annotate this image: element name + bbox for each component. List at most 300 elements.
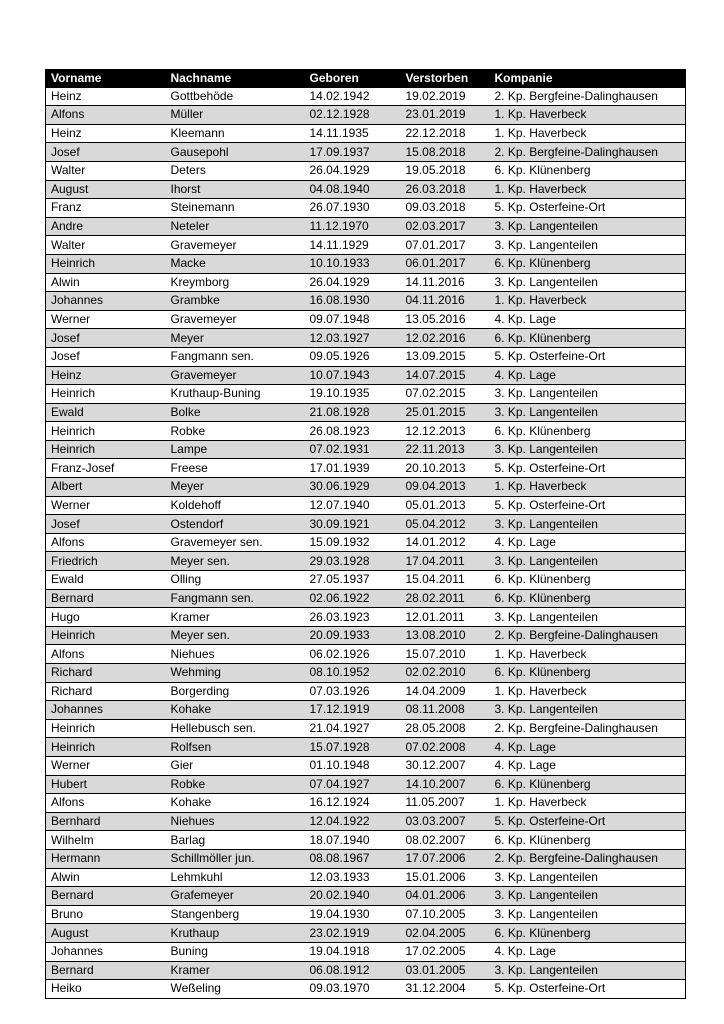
cell-vorname: Heinrich — [51, 721, 96, 736]
cell-vorname: Alwin — [51, 274, 80, 289]
cell-geboren: 26.04.1929 — [309, 274, 370, 289]
cell-verstorben: 07.10.2005 — [405, 907, 466, 922]
cell-nachname: Buning — [170, 944, 208, 959]
cell-kompanie: 5. Kp. Osterfeine-Ort — [494, 814, 606, 829]
cell-geboren: 07.02.1931 — [309, 442, 370, 457]
cell-geboren: 04.08.1940 — [309, 181, 370, 196]
cell-vorname: Walter — [51, 163, 86, 178]
table-row — [46, 775, 686, 794]
cell-kompanie: 4. Kp. Lage — [494, 535, 556, 550]
cell-nachname: Meyer sen. — [170, 553, 230, 568]
table-row — [46, 961, 686, 980]
table-body — [46, 88, 686, 999]
cell-kompanie: 6. Kp. Klünenberg — [494, 163, 591, 178]
cell-nachname: Müller — [170, 107, 204, 122]
cell-kompanie: 1. Kp. Haverbeck — [494, 126, 587, 141]
cell-geboren: 21.04.1927 — [309, 721, 370, 736]
cell-nachname: Schillmöller jun. — [170, 851, 255, 866]
cell-vorname: Josef — [51, 330, 80, 345]
table-row — [46, 385, 686, 404]
cell-verstorben: 14.11.2016 — [405, 274, 465, 289]
table-row — [46, 106, 686, 125]
cell-kompanie: 3. Kp. Langenteilen — [494, 888, 598, 903]
cell-verstorben: 02.02.2010 — [405, 665, 466, 680]
cell-geboren: 02.06.1922 — [309, 590, 370, 605]
cell-geboren: 09.05.1926 — [309, 349, 370, 364]
cell-geboren: 29.03.1928 — [309, 553, 370, 568]
cell-geboren: 12.03.1933 — [309, 869, 370, 884]
cell-geboren: 11.12.1970 — [309, 219, 369, 234]
cell-verstorben: 31.12.2004 — [405, 981, 466, 996]
cell-verstorben: 26.03.2018 — [405, 181, 466, 196]
cell-kompanie: 2. Kp. Bergfeine-Dalinghausen — [494, 628, 658, 643]
table-row — [46, 366, 686, 385]
cell-vorname: Hermann — [51, 851, 101, 866]
table-row — [46, 403, 686, 422]
cell-verstorben: 06.01.2017 — [405, 256, 466, 271]
table-row — [46, 310, 686, 329]
cell-geboren: 30.06.1929 — [309, 479, 370, 494]
cell-vorname: Alfons — [51, 646, 85, 661]
table-row — [46, 756, 686, 775]
table-row — [46, 88, 686, 106]
cell-nachname: Gier — [170, 758, 194, 773]
cell-geboren: 09.03.1970 — [309, 981, 370, 996]
cell-geboren: 14.11.1935 — [309, 126, 369, 141]
table-header-row — [46, 70, 686, 88]
table-row — [46, 552, 686, 571]
table-row — [46, 942, 686, 961]
cell-nachname: Robke — [170, 423, 206, 438]
cell-nachname: Kruthaup — [170, 925, 220, 940]
cell-geboren: 26.04.1929 — [309, 163, 370, 178]
cell-geboren: 02.12.1928 — [309, 107, 370, 122]
cell-vorname: Friedrich — [51, 553, 98, 568]
cell-geboren: 06.08.1912 — [309, 962, 370, 977]
cell-verstorben: 05.04.2012 — [405, 516, 466, 531]
cell-verstorben: 15.07.2010 — [405, 646, 466, 661]
cell-vorname: Heinrich — [51, 442, 96, 457]
cell-verstorben: 08.02.2007 — [405, 832, 466, 847]
cell-vorname: Alfons — [51, 795, 85, 810]
cell-vorname: Richard — [51, 683, 93, 698]
table-row — [46, 812, 686, 831]
cell-nachname: Grambke — [170, 293, 220, 308]
cell-nachname: Gravemeyer sen. — [170, 535, 263, 550]
table-row — [46, 180, 686, 199]
cell-verstorben: 19.02.2019 — [405, 88, 466, 103]
header-vorname: Vorname — [51, 71, 102, 86]
cell-nachname: Kruthaup-Buning — [170, 386, 261, 401]
cell-kompanie: 6. Kp. Klünenberg — [494, 665, 591, 680]
cell-geboren: 20.09.1933 — [309, 628, 370, 643]
cell-nachname: Robke — [170, 776, 206, 791]
cell-verstorben: 28.02.2011 — [405, 590, 465, 605]
cell-verstorben: 25.01.2015 — [405, 404, 466, 419]
cell-nachname: Freese — [170, 460, 208, 475]
table-row — [46, 664, 686, 683]
cell-verstorben: 13.09.2015 — [405, 349, 466, 364]
table-row — [46, 719, 686, 738]
cell-geboren: 26.08.1923 — [309, 423, 370, 438]
cell-nachname: Hellebusch sen. — [170, 721, 256, 736]
cell-verstorben: 13.05.2016 — [405, 312, 466, 327]
cell-vorname: Bruno — [51, 907, 84, 922]
cell-kompanie: 3. Kp. Langenteilen — [494, 219, 598, 234]
cell-nachname: Gravemeyer — [170, 312, 237, 327]
cell-kompanie: 2. Kp. Bergfeine-Dalinghausen — [494, 721, 658, 736]
cell-nachname: Koldehoff — [170, 497, 221, 512]
cell-verstorben: 07.01.2017 — [405, 237, 466, 252]
cell-geboren: 10.07.1943 — [309, 367, 370, 382]
cell-kompanie: 3. Kp. Langenteilen — [494, 516, 598, 531]
cell-nachname: Gravemeyer — [170, 237, 237, 252]
cell-verstorben: 12.01.2011 — [405, 609, 465, 624]
cell-geboren: 07.04.1927 — [309, 776, 370, 791]
cell-nachname: Ostendorf — [170, 516, 224, 531]
cell-geboren: 21.08.1928 — [309, 404, 370, 419]
cell-vorname: Johannes — [51, 702, 104, 717]
cell-nachname: Kohake — [170, 795, 212, 810]
cell-vorname: August — [51, 181, 89, 196]
cell-nachname: Meyer — [170, 479, 204, 494]
cell-nachname: Kreymborg — [170, 274, 230, 289]
cell-kompanie: 5. Kp. Osterfeine-Ort — [494, 200, 606, 215]
table-row — [46, 533, 686, 552]
cell-vorname: Heinrich — [51, 628, 96, 643]
cell-kompanie: 3. Kp. Langenteilen — [494, 274, 598, 289]
cell-vorname: Andre — [51, 219, 84, 234]
cell-verstorben: 05.01.2013 — [405, 497, 466, 512]
cell-kompanie: 4. Kp. Lage — [494, 367, 556, 382]
cell-geboren: 16.08.1930 — [309, 293, 370, 308]
cell-kompanie: 3. Kp. Langenteilen — [494, 702, 598, 717]
cell-verstorben: 12.02.2016 — [405, 330, 466, 345]
table-row — [46, 682, 686, 701]
cell-verstorben: 08.11.2008 — [405, 702, 465, 717]
cell-kompanie: 4. Kp. Lage — [494, 312, 556, 327]
cell-vorname: Bernhard — [51, 814, 101, 829]
cell-verstorben: 03.03.2007 — [405, 814, 466, 829]
cell-vorname: Werner — [51, 758, 91, 773]
cell-nachname: Steinemann — [170, 200, 235, 215]
cell-vorname: Werner — [51, 312, 91, 327]
cell-kompanie: 6. Kp. Klünenberg — [494, 256, 591, 271]
cell-kompanie: 1. Kp. Haverbeck — [494, 479, 587, 494]
cell-nachname: Kramer — [170, 962, 210, 977]
header-nachname: Nachname — [170, 71, 232, 86]
cell-geboren: 17.01.1939 — [309, 460, 370, 475]
cell-verstorben: 22.12.2018 — [405, 126, 466, 141]
cell-vorname: Heinrich — [51, 739, 96, 754]
cell-vorname: August — [51, 925, 89, 940]
table-row — [46, 905, 686, 924]
cell-kompanie: 3. Kp. Langenteilen — [494, 553, 598, 568]
header-geboren: Geboren — [309, 71, 359, 86]
cell-verstorben: 02.04.2005 — [405, 925, 466, 940]
cell-kompanie: 2. Kp. Bergfeine-Dalinghausen — [494, 88, 658, 103]
cell-nachname: Gottbehöde — [170, 88, 234, 103]
cell-verstorben: 15.04.2011 — [405, 572, 465, 587]
cell-kompanie: 6. Kp. Klünenberg — [494, 832, 591, 847]
cell-geboren: 30.09.1921 — [309, 516, 370, 531]
cell-nachname: Niehues — [170, 646, 215, 661]
cell-vorname: Richard — [51, 665, 93, 680]
cell-verstorben: 30.12.2007 — [405, 758, 466, 773]
table-row — [46, 515, 686, 534]
cell-nachname: Meyer — [170, 330, 204, 345]
cell-verstorben: 07.02.2015 — [405, 386, 466, 401]
cell-verstorben: 15.01.2006 — [405, 869, 466, 884]
cell-kompanie: 6. Kp. Klünenberg — [494, 590, 591, 605]
cell-vorname: Hubert — [51, 776, 88, 791]
cell-kompanie: 4. Kp. Lage — [494, 739, 556, 754]
cell-nachname: Ihorst — [170, 181, 201, 196]
cell-kompanie: 3. Kp. Langenteilen — [494, 907, 598, 922]
cell-verstorben: 11.05.2007 — [405, 795, 465, 810]
cell-geboren: 15.07.1928 — [309, 739, 370, 754]
cell-verstorben: 02.03.2017 — [405, 219, 466, 234]
cell-kompanie: 1. Kp. Haverbeck — [494, 181, 587, 196]
cell-geboren: 12.07.1940 — [309, 497, 370, 512]
cell-vorname: Ewald — [51, 404, 84, 419]
cell-nachname: Gravemeyer — [170, 367, 237, 382]
table-row — [46, 849, 686, 868]
table-row — [46, 236, 686, 255]
cell-vorname: Heinrich — [51, 423, 96, 438]
cell-vorname: Wilhelm — [51, 832, 94, 847]
cell-vorname: Heinz — [51, 367, 82, 382]
cell-verstorben: 09.04.2013 — [405, 479, 466, 494]
cell-kompanie: 6. Kp. Klünenberg — [494, 925, 591, 940]
cell-verstorben: 12.12.2013 — [405, 423, 466, 438]
cell-vorname: Johannes — [51, 293, 104, 308]
cell-kompanie: 6. Kp. Klünenberg — [494, 330, 591, 345]
table-row — [46, 589, 686, 608]
cell-nachname: Grafemeyer — [170, 888, 234, 903]
cell-kompanie: 3. Kp. Langenteilen — [494, 869, 598, 884]
cell-verstorben: 03.01.2005 — [405, 962, 466, 977]
cell-kompanie: 3. Kp. Langenteilen — [494, 237, 598, 252]
cell-kompanie: 3. Kp. Langenteilen — [494, 386, 598, 401]
cell-verstorben: 15.08.2018 — [405, 144, 466, 159]
cell-verstorben: 07.02.2008 — [405, 739, 466, 754]
table-row — [46, 496, 686, 515]
cell-nachname: Barlag — [170, 832, 206, 847]
table-row — [46, 868, 686, 887]
cell-geboren: 23.02.1919 — [309, 925, 370, 940]
cell-vorname: Heinz — [51, 88, 82, 103]
cell-kompanie: 1. Kp. Haverbeck — [494, 683, 587, 698]
cell-verstorben: 04.01.2006 — [405, 888, 466, 903]
table-row — [46, 347, 686, 366]
cell-kompanie: 5. Kp. Osterfeine-Ort — [494, 460, 606, 475]
cell-kompanie: 6. Kp. Klünenberg — [494, 423, 591, 438]
table-row — [46, 980, 686, 999]
cell-kompanie: 1. Kp. Haverbeck — [494, 293, 587, 308]
cell-kompanie: 2. Kp. Bergfeine-Dalinghausen — [494, 144, 658, 159]
table-row — [46, 645, 686, 664]
cell-verstorben: 17.04.2011 — [405, 553, 465, 568]
cell-verstorben: 19.05.2018 — [405, 163, 466, 178]
cell-vorname: Heinz — [51, 126, 82, 141]
cell-geboren: 16.12.1924 — [309, 795, 370, 810]
table-row — [46, 459, 686, 478]
cell-vorname: Bernard — [51, 962, 94, 977]
cell-geboren: 12.04.1922 — [309, 814, 370, 829]
cell-geboren: 08.10.1952 — [309, 665, 370, 680]
table-row — [46, 329, 686, 348]
table-row — [46, 701, 686, 720]
table-row — [46, 143, 686, 162]
table-row — [46, 199, 686, 218]
cell-geboren: 20.02.1940 — [309, 888, 370, 903]
cell-vorname: Heiko — [51, 981, 82, 996]
cell-kompanie: 3. Kp. Langenteilen — [494, 442, 598, 457]
cell-nachname: Lampe — [170, 442, 208, 457]
cell-geboren: 10.10.1933 — [309, 256, 370, 271]
cell-nachname: Lehmkuhl — [170, 869, 223, 884]
cell-kompanie: 3. Kp. Langenteilen — [494, 609, 598, 624]
cell-nachname: Fangmann sen. — [170, 590, 254, 605]
cell-kompanie: 1. Kp. Haverbeck — [494, 646, 587, 661]
table-row — [46, 254, 686, 273]
cell-nachname: Stangenberg — [170, 907, 240, 922]
cell-vorname: Ewald — [51, 572, 84, 587]
cell-nachname: Weßeling — [170, 981, 221, 996]
cell-kompanie: 2. Kp. Bergfeine-Dalinghausen — [494, 851, 658, 866]
cell-vorname: Alfons — [51, 535, 85, 550]
cell-nachname: Kramer — [170, 609, 210, 624]
cell-kompanie: 6. Kp. Klünenberg — [494, 776, 591, 791]
cell-vorname: Franz-Josef — [51, 460, 115, 475]
cell-verstorben: 17.07.2006 — [405, 851, 466, 866]
cell-vorname: Josef — [51, 516, 80, 531]
table-row — [46, 292, 686, 311]
table-row — [46, 794, 686, 813]
cell-vorname: Hugo — [51, 609, 80, 624]
table-row — [46, 571, 686, 590]
cell-kompanie: 1. Kp. Haverbeck — [494, 795, 587, 810]
cell-kompanie: 4. Kp. Lage — [494, 944, 556, 959]
cell-verstorben: 14.07.2015 — [405, 367, 466, 382]
cell-geboren: 15.09.1932 — [309, 535, 370, 550]
cell-nachname: Niehues — [170, 814, 215, 829]
cell-vorname: Bernard — [51, 590, 94, 605]
cell-vorname: Walter — [51, 237, 86, 252]
cell-geboren: 18.07.1940 — [309, 832, 370, 847]
cell-nachname: Kohake — [170, 702, 212, 717]
table-row — [46, 831, 686, 850]
cell-vorname: Josef — [51, 144, 80, 159]
cell-kompanie: 4. Kp. Lage — [494, 758, 556, 773]
table-row — [46, 273, 686, 292]
cell-geboren: 26.03.1923 — [309, 609, 370, 624]
table-row — [46, 217, 686, 236]
cell-verstorben: 14.04.2009 — [405, 683, 466, 698]
cell-nachname: Bolke — [170, 404, 201, 419]
cell-vorname: Heinrich — [51, 256, 96, 271]
header-verstorben: Verstorben — [405, 71, 469, 86]
cell-geboren: 01.10.1948 — [309, 758, 370, 773]
table-row — [46, 626, 686, 645]
cell-vorname: Heinrich — [51, 386, 96, 401]
cell-verstorben: 20.10.2013 — [405, 460, 466, 475]
cell-nachname: Kleemann — [170, 126, 225, 141]
cell-nachname: Neteler — [170, 219, 210, 234]
cell-kompanie: 1. Kp. Haverbeck — [494, 107, 587, 122]
cell-geboren: 27.05.1937 — [309, 572, 370, 587]
cell-geboren: 06.02.1926 — [309, 646, 370, 661]
cell-nachname: Macke — [170, 256, 206, 271]
cell-geboren: 19.10.1935 — [309, 386, 370, 401]
cell-vorname: Albert — [51, 479, 83, 494]
cell-kompanie: 3. Kp. Langenteilen — [494, 962, 598, 977]
table-row — [46, 887, 686, 906]
cell-nachname: Fangmann sen. — [170, 349, 254, 364]
cell-nachname: Rolfsen — [170, 739, 212, 754]
cell-nachname: Deters — [170, 163, 206, 178]
memorial-table — [45, 69, 686, 999]
cell-nachname: Meyer sen. — [170, 628, 230, 643]
cell-verstorben: 13.08.2010 — [405, 628, 466, 643]
cell-nachname: Olling — [170, 572, 202, 587]
table-row — [46, 440, 686, 459]
cell-geboren: 14.02.1942 — [309, 88, 370, 103]
cell-nachname: Wehming — [170, 665, 221, 680]
cell-vorname: Bernard — [51, 888, 94, 903]
table-row — [46, 924, 686, 943]
header-kompanie: Kompanie — [494, 71, 553, 86]
cell-kompanie: 6. Kp. Klünenberg — [494, 572, 591, 587]
cell-geboren: 08.08.1967 — [309, 851, 370, 866]
cell-vorname: Alfons — [51, 107, 85, 122]
cell-geboren: 14.11.1929 — [309, 237, 369, 252]
cell-vorname: Josef — [51, 349, 80, 364]
cell-verstorben: 14.01.2012 — [405, 535, 466, 550]
cell-kompanie: 5. Kp. Osterfeine-Ort — [494, 349, 606, 364]
cell-geboren: 07.03.1926 — [309, 683, 370, 698]
cell-kompanie: 5. Kp. Osterfeine-Ort — [494, 981, 606, 996]
table-row — [46, 124, 686, 143]
cell-verstorben: 22.11.2013 — [405, 442, 465, 457]
cell-geboren: 19.04.1918 — [309, 944, 370, 959]
cell-nachname: Gausepohl — [170, 144, 229, 159]
cell-verstorben: 14.10.2007 — [405, 776, 466, 791]
cell-vorname: Franz — [51, 200, 82, 215]
cell-verstorben: 04.11.2016 — [405, 293, 465, 308]
cell-verstorben: 23.01.2019 — [405, 107, 466, 122]
cell-verstorben: 28.05.2008 — [405, 721, 466, 736]
cell-vorname: Johannes — [51, 944, 104, 959]
cell-geboren: 17.12.1919 — [309, 702, 370, 717]
table-row — [46, 422, 686, 441]
cell-vorname: Werner — [51, 497, 91, 512]
table-row — [46, 478, 686, 497]
cell-geboren: 19.04.1930 — [309, 907, 370, 922]
cell-geboren: 17.09.1937 — [309, 144, 370, 159]
table-row — [46, 608, 686, 627]
cell-verstorben: 17.02.2005 — [405, 944, 466, 959]
cell-geboren: 26.07.1930 — [309, 200, 370, 215]
cell-kompanie: 3. Kp. Langenteilen — [494, 404, 598, 419]
cell-geboren: 12.03.1927 — [309, 330, 370, 345]
cell-vorname: Alwin — [51, 869, 80, 884]
table-row — [46, 161, 686, 180]
cell-kompanie: 5. Kp. Osterfeine-Ort — [494, 497, 606, 512]
cell-verstorben: 09.03.2018 — [405, 200, 466, 215]
cell-nachname: Borgerding — [170, 683, 230, 698]
